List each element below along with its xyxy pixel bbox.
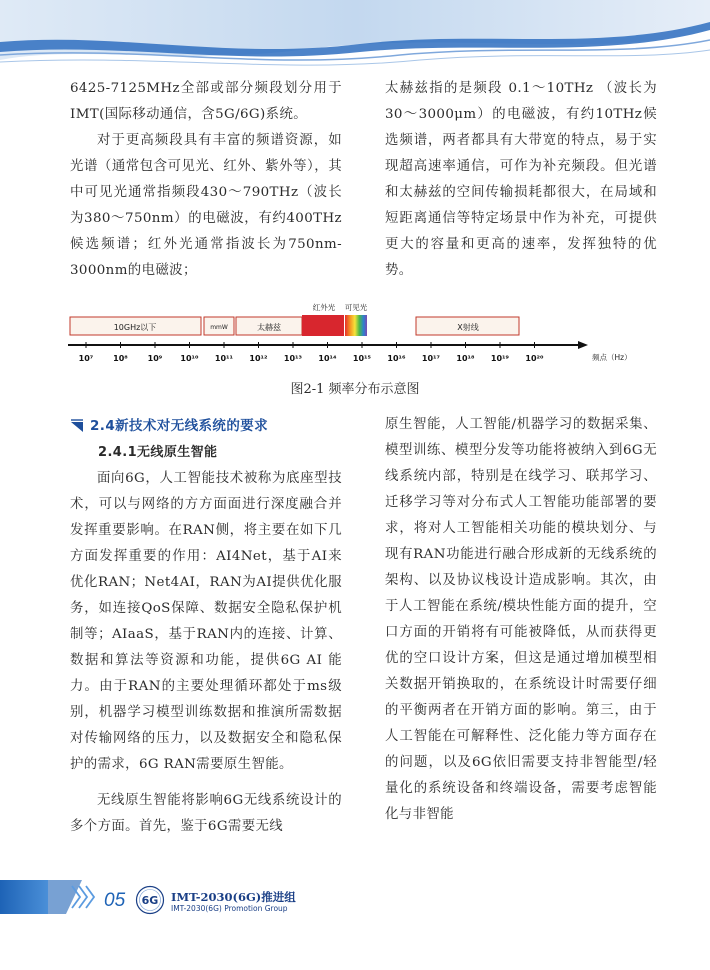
frequency-spectrum-diagram <box>64 300 654 370</box>
text-column-top-right <box>385 76 657 284</box>
corner-triangle-icon <box>70 419 84 433</box>
paragraph: 6425-7125MHz全部或部分频段划分用于IMT(国际移动通信，含5G/6G)系统。 <box>70 81 342 122</box>
text-column-bottom-left <box>70 412 342 840</box>
axis-arrow <box>578 341 588 349</box>
organization-subtitle: IMT-2030(6G) Promotion Group <box>171 904 288 913</box>
section-heading <box>70 412 342 440</box>
axis-tick-label: 10¹⁵ <box>352 354 372 363</box>
band-label: 太赫兹 <box>257 323 281 332</box>
section-heading-text: 2.4新技术对无线系统的要求 <box>90 418 269 434</box>
axis-tick-label: 10¹⁴ <box>318 354 337 363</box>
page-number: 05 <box>104 890 126 911</box>
axis-tick-label: 10¹⁹ <box>490 354 510 363</box>
axis-tick-label: 10⁹ <box>147 354 163 363</box>
text-column-top-left <box>70 76 342 284</box>
axis-tick-label: 10²⁰ <box>525 354 544 363</box>
subsection-heading: 2.4.1无线原生智能 <box>98 445 218 460</box>
axis-tick-label: 10⁸ <box>113 354 128 363</box>
chevron-arrows-icon <box>72 886 94 908</box>
paragraph: 面向6G，人工智能技术被称为底座型技术，可以与网络的方方面面进行深度融合并发挥重要影响。在RAN侧，将主要在如下几方面发挥重要的作用：AI4Net，基于AI来优化RAN；Net4AI，RAN为AI提供优化服务，如连接QoS保障、数据安全隐私保护机制等；AIaaS，基于RAN内的连接、计算、数据和算法等资源和功能，提供6G AI 能力。由于RAN的主要处理循环都处于ms级别，机器学习模型训练数据和推演所需数据对传输网络的压力，以及数据安全和隐私保护的需求，6G RAN需要原生智能。 <box>70 471 342 772</box>
organization-name: IMT-2030(6G)推进组 <box>171 890 296 904</box>
paragraph: 无线原生智能将影响6G无线系统设计的多个方面。首先，鉴于6G需要无线 <box>70 793 342 834</box>
band-label: mmW <box>210 324 228 331</box>
paragraph: 对于更高频段具有丰富的频谱资源，如光谱（通常包含可见光、红外、紫外等），其中可见光通常指频段430～790THz（波长为380～750nm）的电磁波，有约400THz候选频谱；红外光通常指波长为750nm-3000nm的电磁波； <box>70 133 342 278</box>
axis-tick-label: 10¹⁸ <box>456 354 475 363</box>
axis-tick-label: 10¹² <box>249 354 268 363</box>
svg-text:6G: 6G <box>141 894 159 907</box>
header-wave-banner <box>0 0 710 80</box>
band-label: 10GHz以下 <box>113 323 157 332</box>
band-visible <box>345 315 367 336</box>
band-infrared <box>302 315 344 336</box>
paragraph: 太赫兹指的是频段 0.1～10THz （波长为30～3000μm）的电磁波，有约10THz候选频谱，两者都具有大带宽的特点，易于实现超高速率通信，可作为补充频段。但光谱和太赫兹的空间传输损耗都很大，在局域和短距离通信等特定场景中作为补充，可提供更大的容量和更高的速率，发挥独特的优势。 <box>385 81 657 278</box>
imt2030-logo <box>135 885 165 915</box>
axis-tick-label: 10¹⁶ <box>387 354 406 363</box>
axis-label: 频点（Hz） <box>592 353 632 362</box>
axis-tick-label: 10¹¹ <box>214 354 234 363</box>
figure-caption: 图2-1 频率分布示意图 <box>290 382 420 397</box>
axis-tick-label: 10⁷ <box>78 354 94 363</box>
axis-tick-label: 10¹⁷ <box>421 354 441 363</box>
band-label: 可见光 <box>344 303 368 312</box>
text-column-bottom-right <box>385 412 657 828</box>
paragraph: 原生智能，人工智能/机器学习的数据采集、模型训练、模型分发等功能将被纳入到6G无线系统内部，特别是在线学习、联邦学习、迁移学习等对分布式人工智能功能部署的要求，将对人工智能相关功能的模块划分、与现有RAN功能进行融合形成新的无线系统的架构、以及协议栈设计造成影响。其次，由于人工智能在系统/模块性能方面的提升，空口方面的开销将有可能被降低，从而获得更优的空口设计方案，但这是通过增加模型相关数据开销换取的，在系统设计时需要仔细的平衡两者在开销方面的影响。第三，由于人工智能在可解释性、泛化能力等方面存在的问题，以及6G依旧需要支持非智能型/轻量化的系统设备和终端设备，需要考虑智能化与非智能 <box>385 417 657 822</box>
axis-tick-label: 10¹⁰ <box>180 354 199 363</box>
band-label: 红外光 <box>312 303 336 312</box>
band-label: X射线 <box>457 323 479 332</box>
axis-tick-label: 10¹³ <box>283 354 303 363</box>
